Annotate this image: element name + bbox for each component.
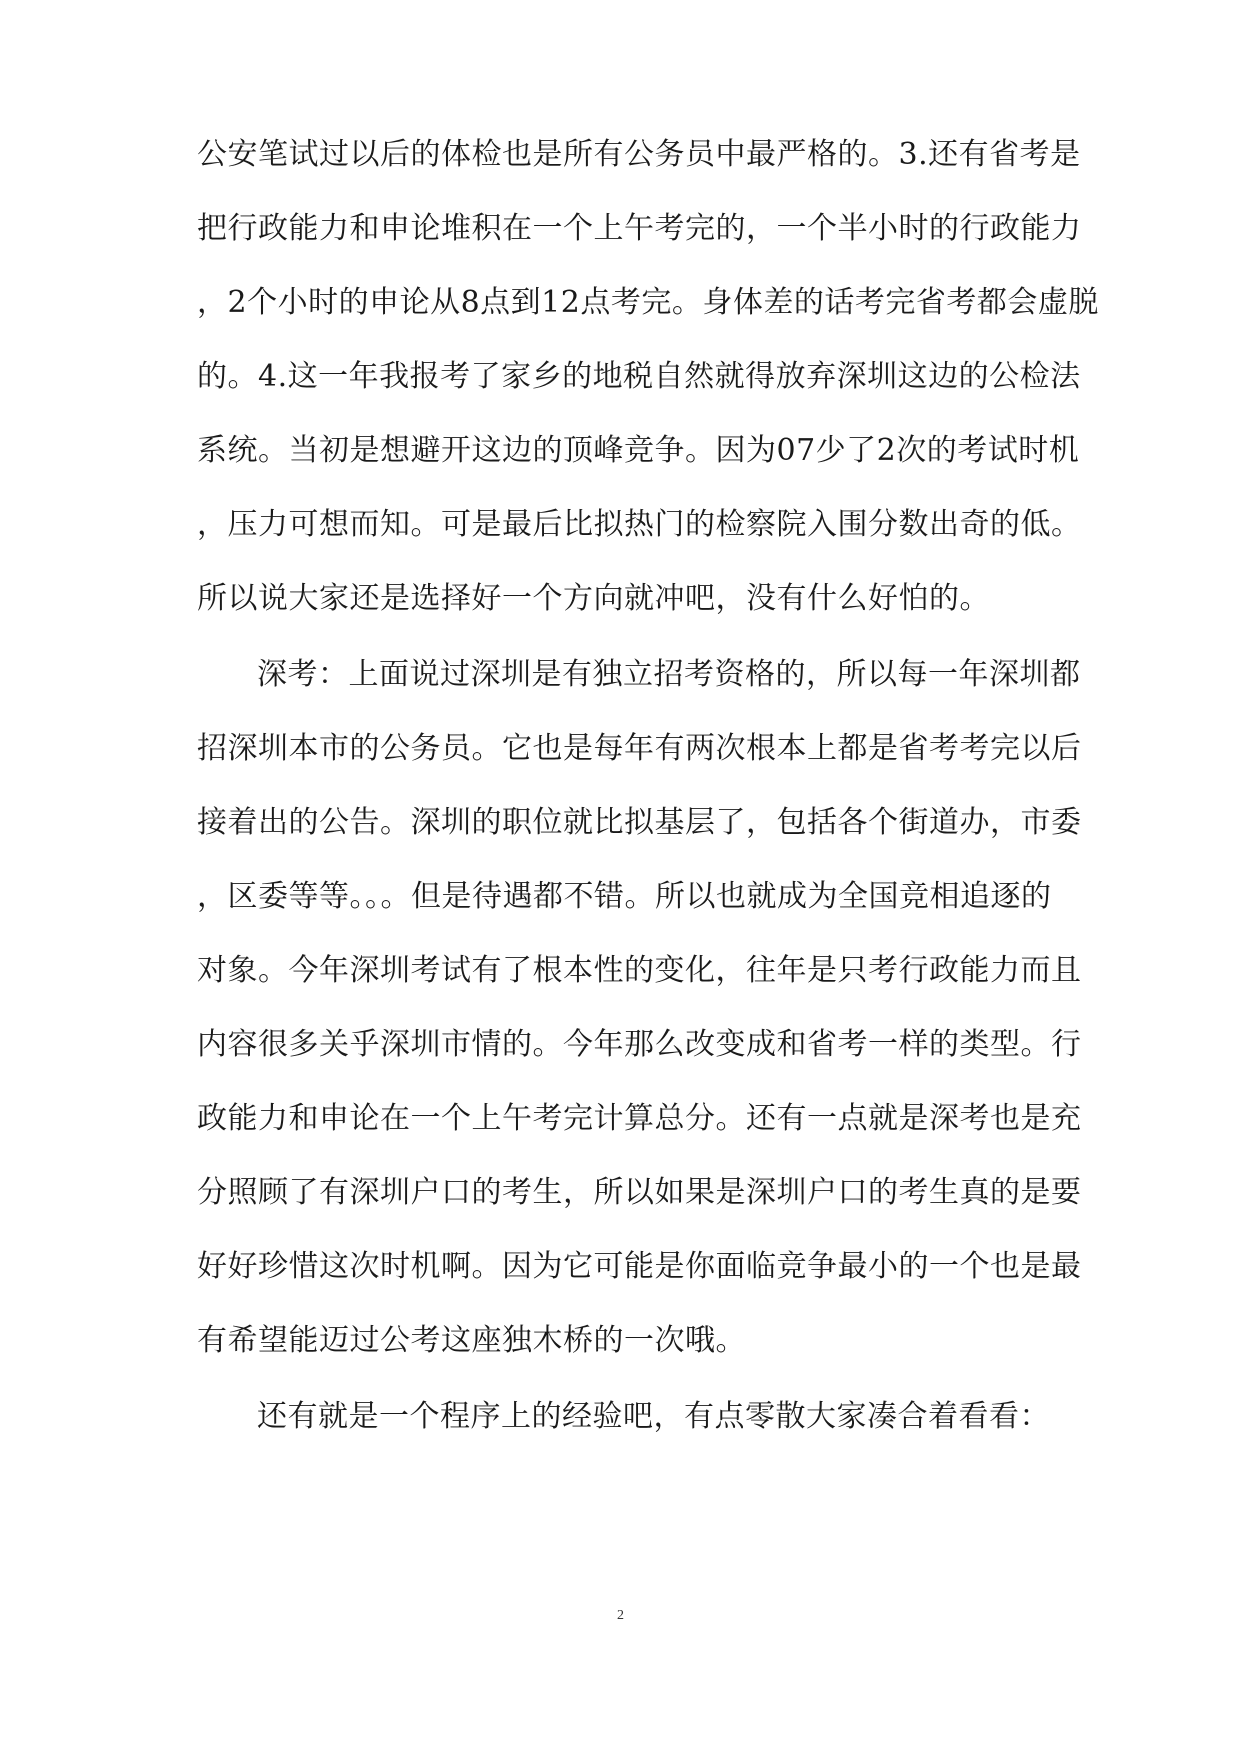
page-number: 2 bbox=[617, 1608, 624, 1623]
text-line-15: 分照顾了有深圳户口的考生，所以如果是深圳户口的考生真的是要 bbox=[197, 1175, 1082, 1210]
text-line-18: 还有就是一个程序上的经验吧，有点零散大家凑合着看看： bbox=[257, 1399, 1050, 1434]
text-line-3: ，2个小时的申论从8点到12点考完。身体差的话考完省考都会虚脱 bbox=[197, 285, 1099, 320]
text-line-6: ，压力可想而知。可是最后比拟热门的检察院入围分数出奇的低。 bbox=[197, 507, 1082, 542]
text-line-14: 政能力和申论在一个上午考完计算总分。还有一点就是深考也是充 bbox=[197, 1101, 1082, 1136]
text-line-10: 接着出的公告。深圳的职位就比拟基层了，包括各个街道办，市委 bbox=[197, 805, 1082, 840]
text-line-16: 好好珍惜这次时机啊。因为它可能是你面临竞争最小的一个也是最 bbox=[197, 1249, 1082, 1284]
text-line-7: 所以说大家还是选择好一个方向就冲吧，没有什么好怕的。 bbox=[197, 581, 990, 616]
text-line-13: 内容很多关乎深圳市情的。今年那么改变成和省考一样的类型。行 bbox=[197, 1027, 1082, 1062]
text-line-2: 把行政能力和申论堆积在一个上午考完的，一个半小时的行政能力 bbox=[197, 211, 1082, 246]
text-line-5: 系统。当初是想避开这边的顶峰竞争。因为07少了2次的考试时机 bbox=[197, 433, 1080, 468]
text-line-17: 有希望能迈过公考这座独木桥的一次哦。 bbox=[197, 1323, 746, 1358]
text-line-12: 对象。今年深圳考试有了根本性的变化，往年是只考行政能力而且 bbox=[197, 953, 1082, 988]
text-line-8: 深考：上面说过深圳是有独立招考资格的，所以每一年深圳都 bbox=[257, 657, 1081, 692]
text-line-9: 招深圳本市的公务员。它也是每年有两次根本上都是省考考完以后 bbox=[197, 731, 1082, 766]
text-line-1: 公安笔试过以后的体检也是所有公务员中最严格的。3.还有省考是 bbox=[197, 137, 1081, 172]
text-line-11: ，区委等等。。。但是待遇都不错。所以也就成为全国竞相追逐的 bbox=[197, 879, 1052, 914]
text-line-4: 的。4.这一年我报考了家乡的地税自然就得放弃深圳这边的公检法 bbox=[197, 359, 1081, 394]
